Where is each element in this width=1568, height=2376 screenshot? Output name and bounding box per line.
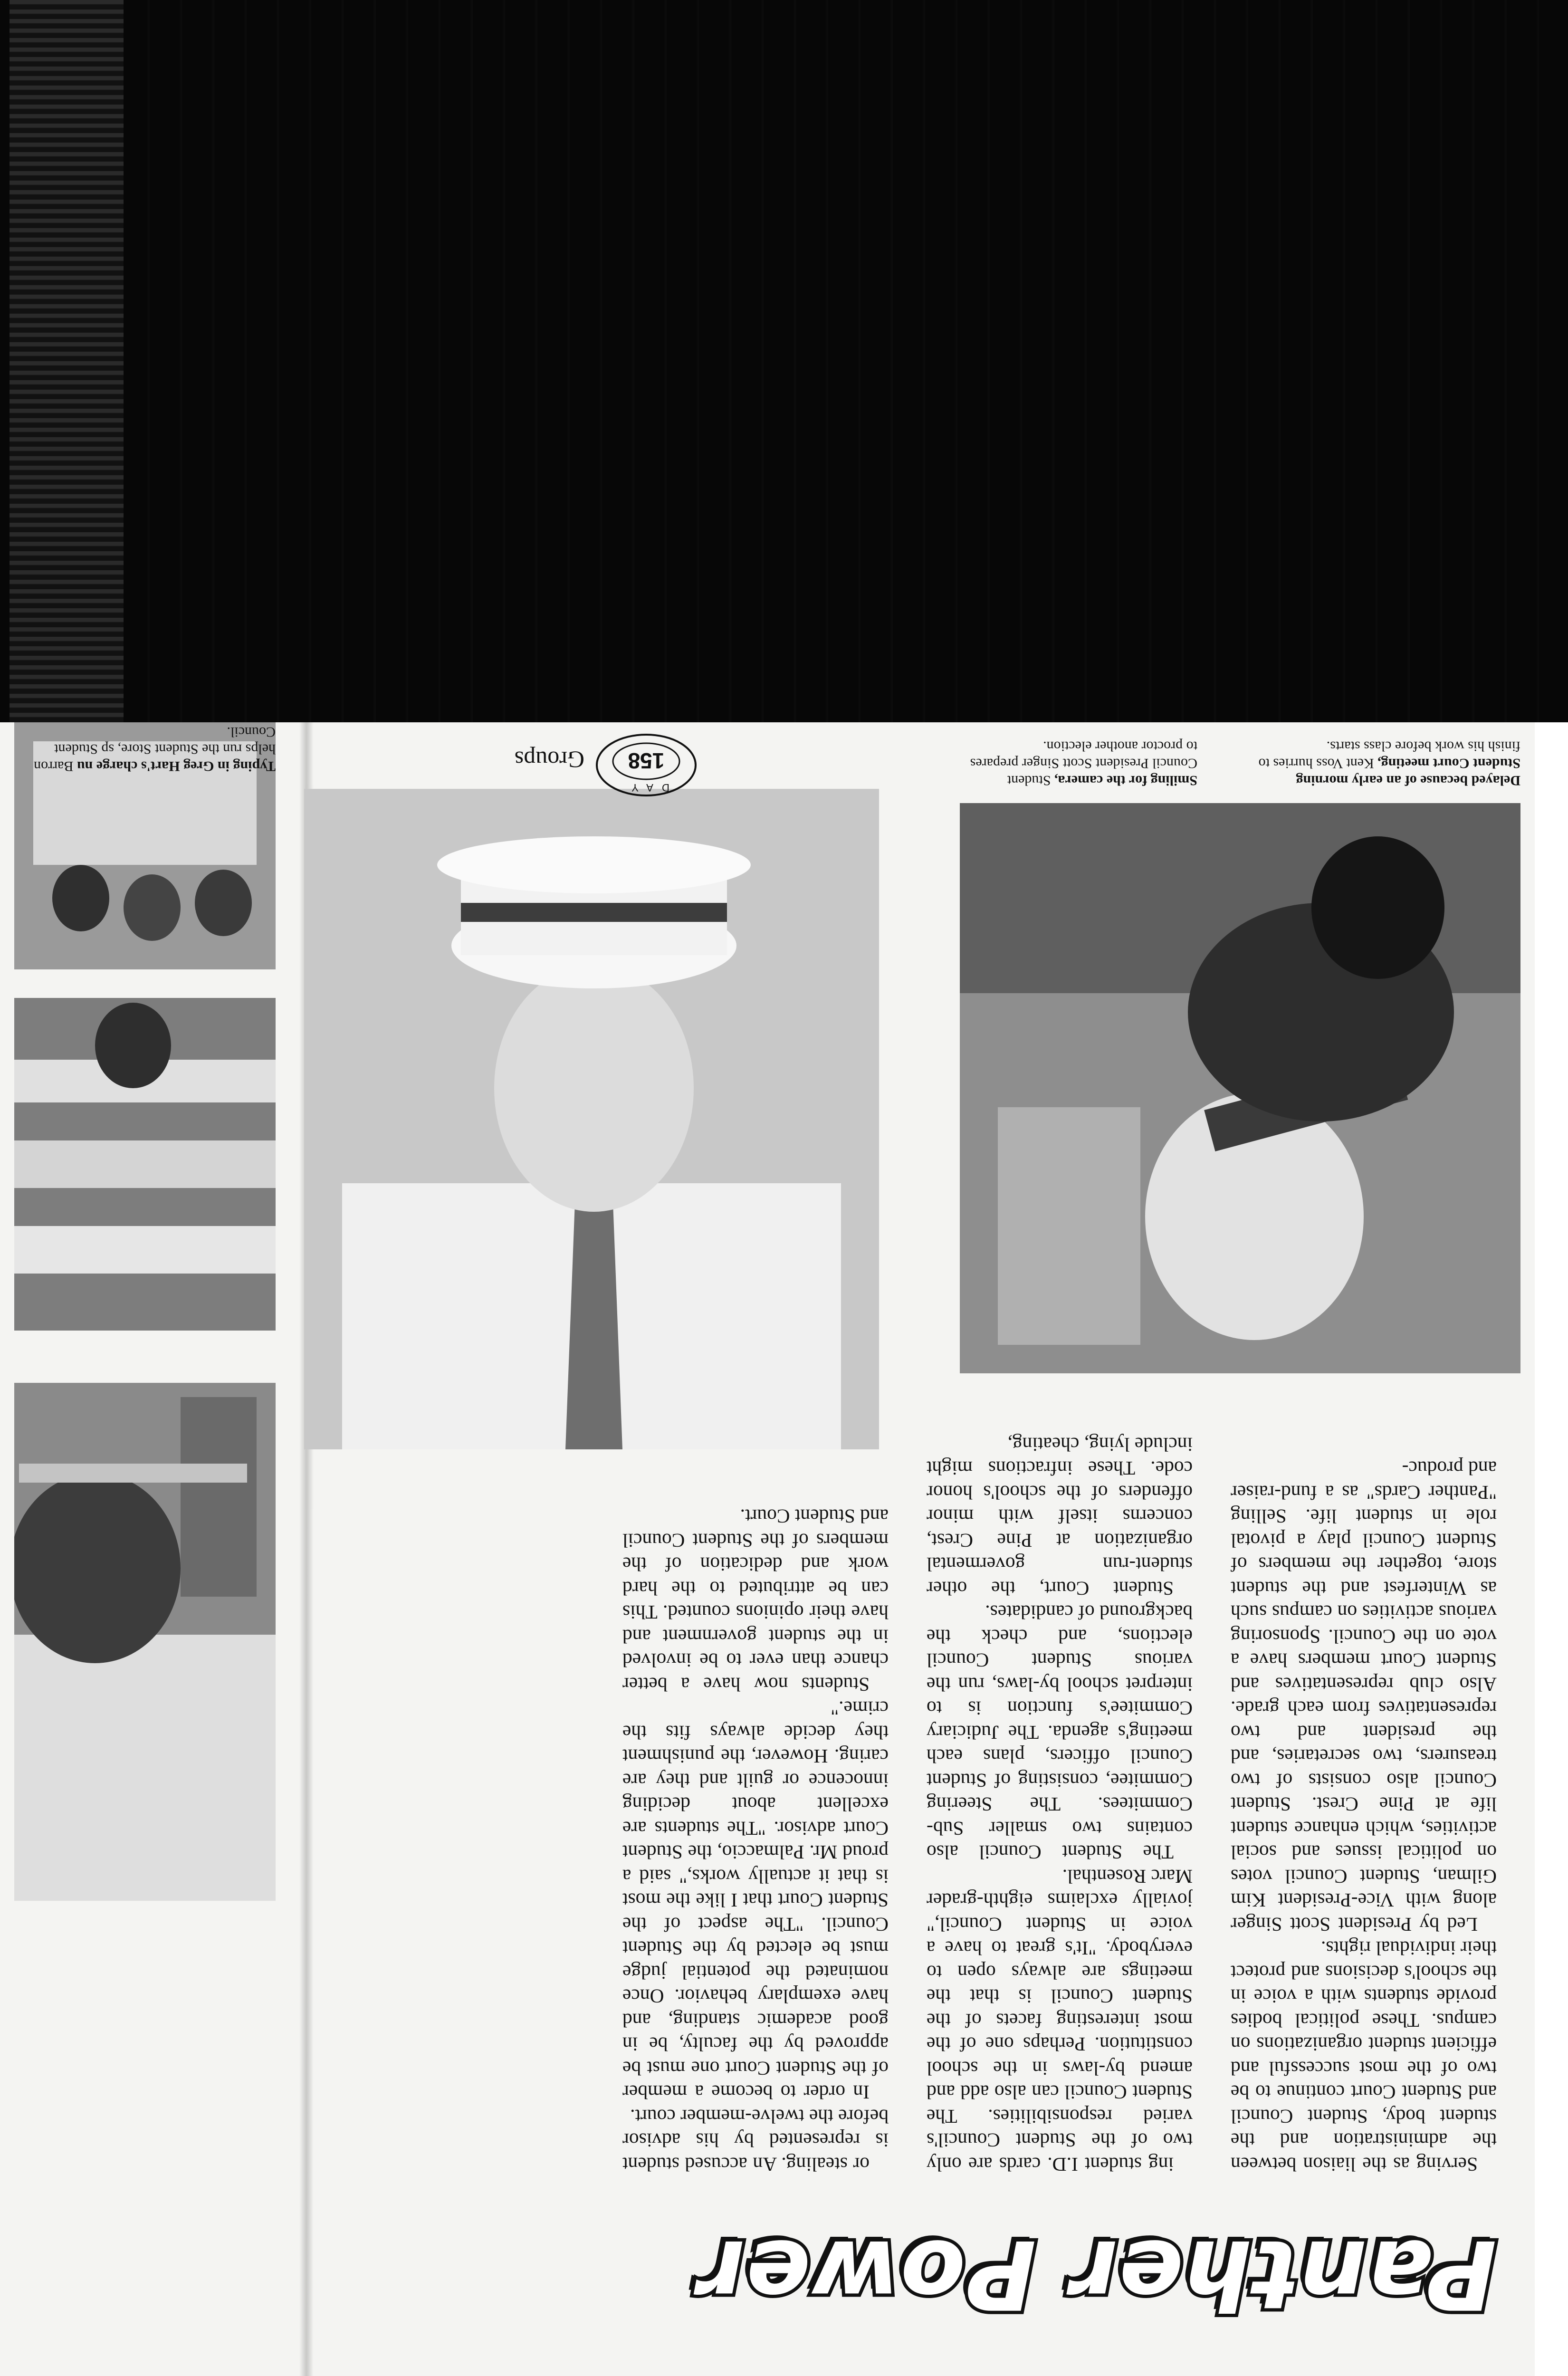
article-paragraph: ing student I.D. cards are only two of the Student Council's varied responsibilities. The Student Council can also add and amend by-laws in the school constitution. Perhaps one of the most interesting facets of the Student Council is that the meetings are always open to everybody. "It's great to have a voice in Student Council," jovially exclaims eighth-grader Marc Rosenthal. [927,1866,1193,2175]
page-number: 158 [628,748,665,773]
caption-council-president [960,738,1197,789]
dark-stripes [0,0,1568,722]
article-paragraph: or stealing. An accused student is represented by his advisor before the twelve-member court. [622,2106,889,2175]
headline: Panther Power [697,2219,1497,2329]
caption-lead: Delayed because of an early morning Student Court meeting, [1296,756,1520,788]
photo-student-writing-image [960,803,1520,1373]
article-paragraph: In order to become a member of the Student Court one must be approved by the faculty, be in good academic standing, and have exemplary behavior. Once nominated the potential judge must be elected by the Student Council. "The aspect of the Student Court that I like the most is that it actually works," said a proud Mr. Palmaccio, the Student Court advisor. "The students are excellent about deciding innocence or guilt and they are caring. However, the punishment they decide always fits the crime." [622,1697,889,2104]
article-paragraph: Student Court, the other student-run govermental organization at Pine Crest, concerns itself with minor offenders of the school's honor code. These infractions might include lying, cheating, [927,1434,1193,1600]
section-name: Groups [514,747,584,773]
article-column-1 [1231,1392,1497,2176]
article-paragraph: Serving as the liaison between the administration and the student body, Student Council and Student Court continue to be two of the most successful and efficient student organizations on campus. These political bodies provide students with a voice in the school's decisions and protect their individual rights. [1231,1937,1497,2175]
photo-student-store [14,1383,276,1901]
caption-student-writing [1254,738,1520,789]
article-column-3 [622,1392,889,2176]
caption-lead: Typing in Greg Hart's charge nu [76,758,276,774]
article-column-2 [927,1392,1193,2176]
caption-text: Barron helps run the Student Store, sp Student Council. [34,724,276,774]
photo-council-president [304,789,879,1449]
photo-bookshelves-image [14,998,276,1331]
photo-council-president-image [304,789,879,1449]
caption-text: Student Council President Scott Singer prepares to proctor another election. [970,738,1197,788]
caption-lead: Smiling for the camera, [1054,773,1197,788]
photo-student-writing [960,803,1520,1373]
article-paragraph: Led by President Scott Singer along with Vice-President Kim Gilman, Student Council votes on political issues and social activities, which enhance student life at Pine Crest. Student Council also consists of two treasurers, two secretaries, and the president and two representatives from each grade. Also club representatives and Student Court members have a vote on the Council. Sponsoring various activities on campus such as Winterfest and the student store, together the members of Student Council play a pivotal role in student life. Selling "Panther Cards" as a fund-raiser and produc- [1231,1457,1497,1935]
dark-edge-strip [10,0,124,722]
dark-overlay-area [0,0,1568,722]
article-paragraph: Students now have a better chance than ever to be involved in the student government and have their opinions counted. This can be attributed to the hard work and dedication of the members of the Student Council and Student Court. [622,1505,889,1696]
photo-bookshelves [14,998,276,1331]
caption-student-store [14,723,276,775]
photo-student-store-image [14,1383,276,1901]
caption-text: Kent Voss hurries to finish his work before class starts. [1258,738,1520,771]
article-paragraph: The Student Council also contains two smaller Sub-Commitees. The Steering Commitee, consisting of Student Council officers, plans each meeting's agenda. The Judiciary Commitee's function is to interpret school by-laws, run the various Student Council elections, and check the background of candidates. [927,1601,1193,1864]
folio-letters: DAY [623,782,669,794]
page-folio [461,732,698,798]
page-margin [1535,722,1568,2376]
